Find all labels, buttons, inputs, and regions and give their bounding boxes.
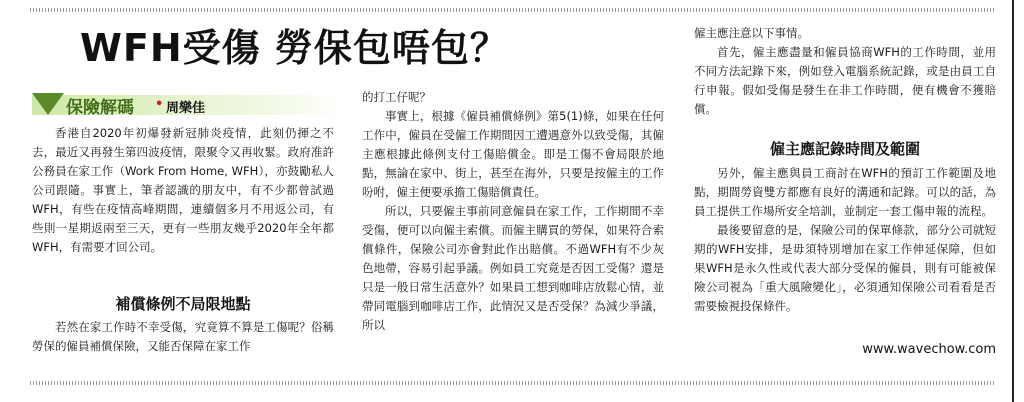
triangle-icon [32,93,64,115]
article-column-3 [694,24,996,119]
page-edge-line [1012,0,1014,402]
paragraph: 首先，僱主應盡量和僱員協商WFH的工作時間，並用不同方法記錄下來，例如登入電腦系統記錄，或是由員工自行申報。假如受傷是發生在非工作時間，便有機會不獲賠償。 [694,45,996,116]
paragraph: 另外，僱主應與員工商討在WFH的預訂工作範圍及地點，期間勞資雙方都應有良好的溝通和記錄。可以的話，為員工提供工作場所安全培訓，並制定一套工傷申報的流程。 [694,166,996,218]
paragraph: 僱主應注意以下事情。 [694,26,809,40]
bottom-dotted-rule [30,381,996,385]
bullet-dot: • [155,97,164,112]
paragraph: 的打工仔呢？ [362,90,431,104]
headline: WFH受傷 勞保包唔包？ [80,26,509,70]
article-column-2 [362,88,664,335]
top-dotted-rule [30,8,996,12]
author-name: 周樂佳 [166,101,206,116]
article-column-3-continued [694,164,996,316]
article-column-1-continued [32,318,334,356]
paragraph: 事實上，根據《僱員補償條例》第5(1)條，如果在任何工作中，僱員在受僱工作期間因工遭遇意外以致受傷，其僱主應根據此條例支付工傷賠償金。即是工傷不會局限於地點，無論在家中、街上，甚至在海外，只要是按僱主的工作吩咐，僱主便要承擔工傷賠償責任。 [362,109,664,199]
paragraph: 所以，只要僱主事前同意僱員在家工作，工作期間不幸受傷，便可以向僱主索償。而僱主購買的勞保，如果符合索償條件，保險公司亦會對此作出賠償。不過WFH有不少灰色地帶，容易引起爭議。例如員工究竟是否因工受傷？還是只是一般日常生活意外？如果員工想到咖啡店放鬆心情，並帶同電腦到咖啡店工作，此情況又是否受保？為減少爭議，所以 [362,204,664,332]
website-url: www.wavechow.com [862,342,996,357]
subheading-employer-records: 僱主應記錄時間及範圍 [769,140,920,158]
column-banner [32,89,342,119]
paragraph: 若然在家工作時不幸受傷，究竟算不算是工傷呢？俗稱勞保的僱員補償保險，又能否保障在家工作 [32,320,334,353]
column-name: 保險解碼 [66,98,134,118]
article-column-1 [32,124,334,257]
paragraph: 最後要留意的是，保險公司的保單條款，部分公司就短期的WFH安排，是毋須特別增加在家工作伸延保障，但如果WFH是永久性或代表大部分受保的僱員，則有可能被保險公司視為「重大風險變化」，必須通知保險公司看看是否需要檢視投保條件。 [694,223,996,313]
paragraph: 香港自2020年初爆發新冠肺炎疫情，此刻仍揮之不去，最近又再發生第四波疫情，限聚令又再收緊。政府准許公務員在家工作（Work From Home, WFH），亦鼓勵私人公司跟隨。事實上，筆者認識的朋友中，有不少都曾試過WFH，有些在疫情高峰期間，連續個多月不用返公司，有些則一星期返兩至三天，更有一些朋友幾乎2020年全年都WFH，有需要才回公司。 [32,126,334,254]
subheading-compensation: 補償條例不局限地點 [115,295,251,313]
